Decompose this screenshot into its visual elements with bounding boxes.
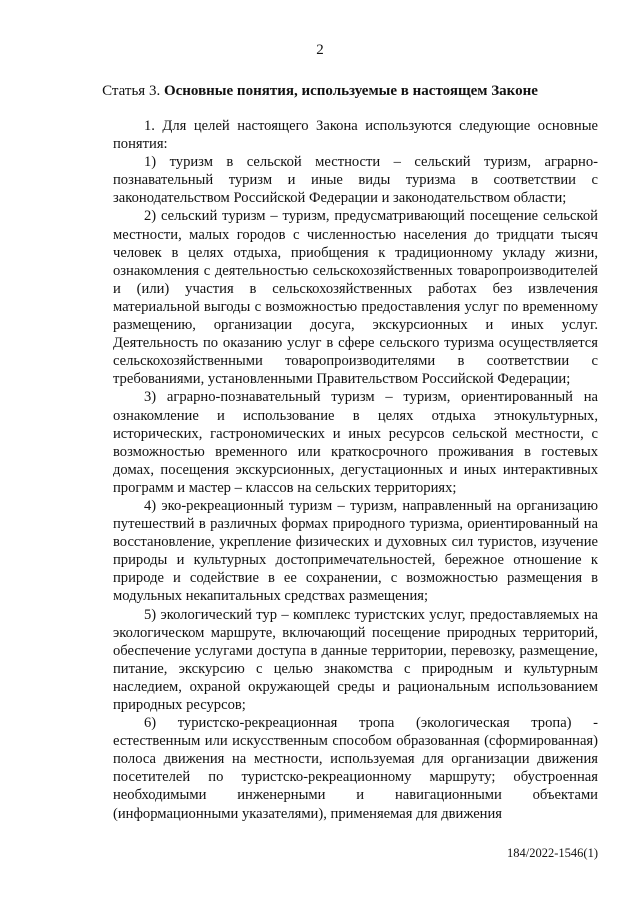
definition-item-4: 4) эко-рекреационный туризм – туризм, направленный на организацию путешествий в различных формах природного туризма, ориентированный на восстановление, укрепление физических и духовных сил туристов, изучение природы и культурных достопримечательностей, бережное отношение к природе и содействие в ее сохранении, с возможностью размещения в модульных некапитальных средствах размещения;: [113, 497, 598, 605]
article-body: [113, 117, 598, 823]
document-code: 184/2022-1546(1): [507, 846, 598, 860]
intro-paragraph: 1. Для целей настоящего Закона используются следующие основные понятия:: [113, 118, 598, 153]
definition-item-5: 5) экологический тур – комплекс туристских услуг, предоставляемых на экологическом маршруте, включающий посещение природных территорий, обеспечение услугами доступа в данные территории, перевозку, размещение, питание, экскурсию с целью знакомства с природным и культурным наследием, охраной окружающей среды и рациональным использованием природных ресурсов;: [113, 606, 598, 713]
definition-item-1: 1) туризм в сельской местности – сельский туризм, аграрно-познавательный туризм и иные виды туризма в соответствии с законодательством Российской Федерации и законодательством области;: [113, 154, 598, 207]
article-title: Основные понятия, используемые в настоящем Законе: [163, 83, 538, 99]
definition-item-3: 3) аграрно-познавательный туризм – туризм, ориентированный на ознакомление и использование в целях отдыха этнокультурных, исторических, гастрономических и иных ресурсов сельской местности, с возможностью временного или краткосрочного проживания в гостевых домах, посещения экскурсионных, дегустационных и иных интерактивных программ и мастер – классов на сельских территориях;: [113, 389, 598, 496]
page-number: 2: [316, 42, 324, 58]
article-heading: [0, 83, 640, 100]
article-prefix: Статья 3.: [102, 83, 161, 99]
definition-item-6: 6) туристско-рекреационная тропа (экологическая тропа) - естественным или искусственным способом образованная (сформированная) полоса движения на местности, используемая для организации движения посетителей по туристско-рекреационному маршруту; обустроенная необходимыми инженерными и навигационными объектами (информационными указателями), применяемая для движения: [113, 715, 598, 822]
definition-item-2: 2) сельский туризм – туризм, предусматривающий посещение сельской местности, малых городов с численностью населения до тридцати тысяч человек в целях отдыха, приобщения к традиционному укладу жизни, ознакомления с деятельностью сельскохозяйственных товаропроизводителей и (или) участия в сельскохозяйственных работах без извлечения материальной выгоды с возможностью предоставления услуг по временному размещению, организации досуга, экскурсионных и иных услуг. Деятельность по оказанию услуг в сфере сельского туризма осуществляется сельскохозяйственными товаропроизводителями в соответствии с требованиями, установленными Правительством Российской Федерации;: [113, 208, 598, 388]
